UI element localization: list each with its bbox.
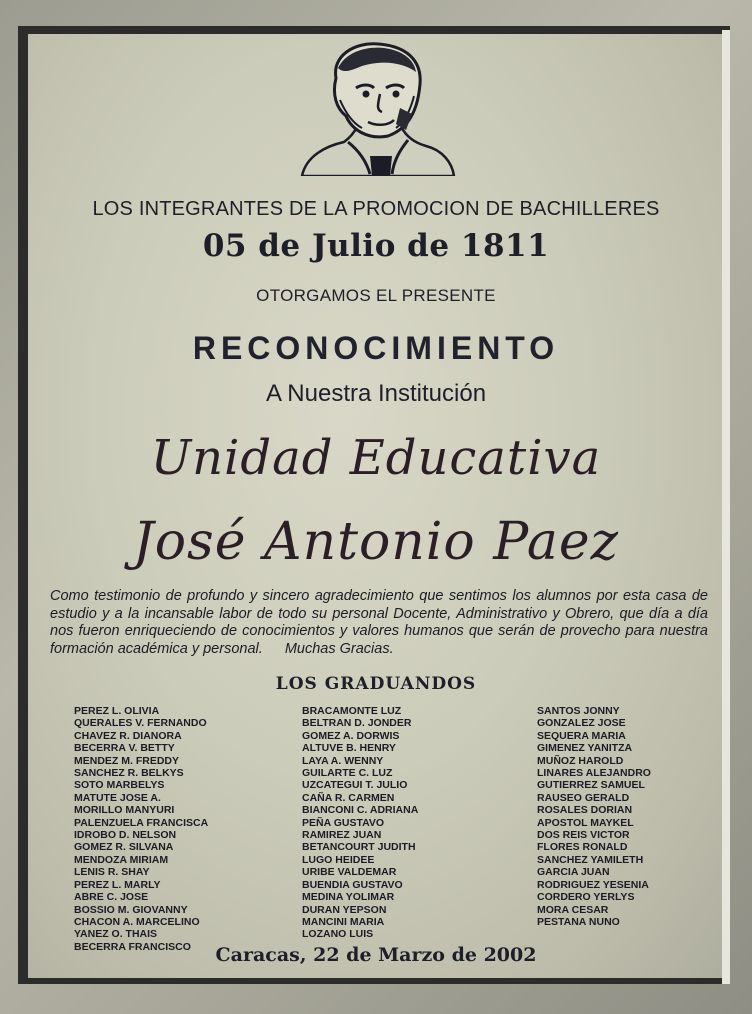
header-line-members: LOS INTEGRANTES DE LA PROMOCION DE BACHILLERES [92,198,660,220]
graduate-name: ROSALES DORIAN [537,804,633,817]
graduate-name: GARCIA JUAN [537,866,610,879]
graduate-name: BIANCONI C. ADRIANA [302,804,419,817]
frame-highlight [722,30,730,984]
graduate-name: BOSSIO M. GIOVANNY [74,903,188,916]
graduate-name: SOTO MARBELYS [74,779,165,792]
graduates-column-2 [302,705,418,941]
graduate-name: BETANCOURT JUDITH [302,841,416,854]
graduate-name: UZCATEGUI T. JULIO [302,779,408,792]
graduate-name: MENDEZ M. FREDDY [74,754,179,767]
graduate-name: CORDERO YERLYS [537,891,635,904]
graduate-name: GUTIERREZ SAMUEL [537,779,645,792]
graduate-name: DURAN YEPSON [302,903,387,916]
graduate-name: GOMEZ A. DORWIS [302,729,400,742]
graduate-name: ALTUVE B. HENRY [302,742,396,755]
place-and-date: Caracas, 22 de Marzo de 2002 [215,944,537,966]
graduate-name: BELTRAN D. JONDER [302,717,412,730]
graduates-column-3 [537,705,651,928]
graduate-name: MANCINI MARIA [302,915,385,928]
school-name-line2: José Antonio Paez [132,512,620,572]
graduate-name: BUENDIA GUSTAVO [302,878,403,891]
graduate-name: SEQUERA MARIA [537,729,626,742]
graduate-name: PEÑA GUSTAVO [302,816,385,829]
graduate-name: MORA CESAR [537,903,609,916]
header-line-grant: OTORGAMOS EL PRESENTE [256,286,496,305]
graduate-name: GIMENEZ YANITZA [537,742,633,755]
graduate-name: LUGO HEIDEE [302,853,375,866]
graduate-name: DOS REIS VICTOR [537,829,630,842]
graduate-name: PEREZ L. MARLY [74,878,161,891]
graduate-name: PALENZUELA FRANCISCA [74,816,209,829]
graduates-title: LOS GRADUANDOS [275,674,477,694]
graduate-name: LAYA A. WENNY [302,754,384,767]
graduate-name: BECERRA FRANCISCO [74,940,191,953]
graduate-name: MEDINA YOLIMAR [302,891,395,904]
graduate-name: ABRE C. JOSE [74,891,149,904]
dedication-paragraph [50,588,708,658]
graduate-name: RAUSEO GERALD [537,791,630,804]
bust-portrait-icon [296,38,458,176]
graduate-name: RAMIREZ JUAN [302,829,382,842]
thanks-text: Muchas Gracias. [284,640,394,657]
graduate-name: SANCHEZ R. BELKYS [74,767,184,780]
graduate-name: PESTANA NUNO [537,915,620,928]
graduate-name: PEREZ L. OLIVIA [74,705,160,717]
dedication-text: Como testimonio de profundo y sincero agradecimiento que sentimos los alumnos por esta casa de estudio y a la incansable labor de todo su personal Docente, Administrativo y Obrero, que día a día nos fueron enriqueciendo de conocimientos y valores humanos que serán de provecho para nuestra formación académica y personal. [50,588,708,657]
graduate-name: SANTOS JONNY [537,705,620,717]
graduate-name: CAÑA R. CARMEN [302,791,395,804]
graduate-name: LOZANO LUIS [302,928,374,941]
header-line-school-date: 05 de Julio de 1811 [202,228,550,264]
recognition-title: RECONOCIMIENTO [192,330,560,366]
header-line-institution: A Nuestra Institución [265,380,487,407]
graduate-name: CHACON A. MARCELINO [74,915,200,928]
graduate-name: CHAVEZ R. DIANORA [74,729,182,742]
graduate-name: FLORES RONALD [537,841,628,854]
graduate-name: SANCHEZ YAMILETH [537,853,644,866]
graduate-name: QUERALES V. FERNANDO [74,717,207,730]
graduates-column-1 [74,705,208,953]
graduate-name: MORILLO MANYURI [74,804,175,817]
graduate-name: LENIS R. SHAY [74,866,150,879]
graduate-name: GOMEZ R. SILVANA [74,841,174,854]
graduate-name: MUÑOZ HAROLD [537,754,624,767]
graduate-name: MENDOZA MIRIAM [74,853,169,866]
graduate-name: LINARES ALEJANDRO [537,767,651,780]
graduate-name: YANEZ O. THAIS [74,928,158,941]
graduate-name: IDROBO D. NELSON [74,829,177,842]
graduate-name: BRACAMONTE LUZ [302,705,402,717]
graduate-name: APOSTOL MAYKEL [537,816,634,829]
graduate-name: GUILARTE C. LUZ [302,767,393,780]
graduate-name: RODRIGUEZ YESENIA [537,878,649,891]
school-name-line1: Unidad Educativa [150,430,602,486]
graduate-name: URIBE VALDEMAR [302,866,397,879]
graduate-name: MATUTE JOSE A. [74,791,161,804]
graduate-name: BECERRA V. BETTY [74,742,175,755]
graduate-name: GONZALEZ JOSE [537,717,626,730]
